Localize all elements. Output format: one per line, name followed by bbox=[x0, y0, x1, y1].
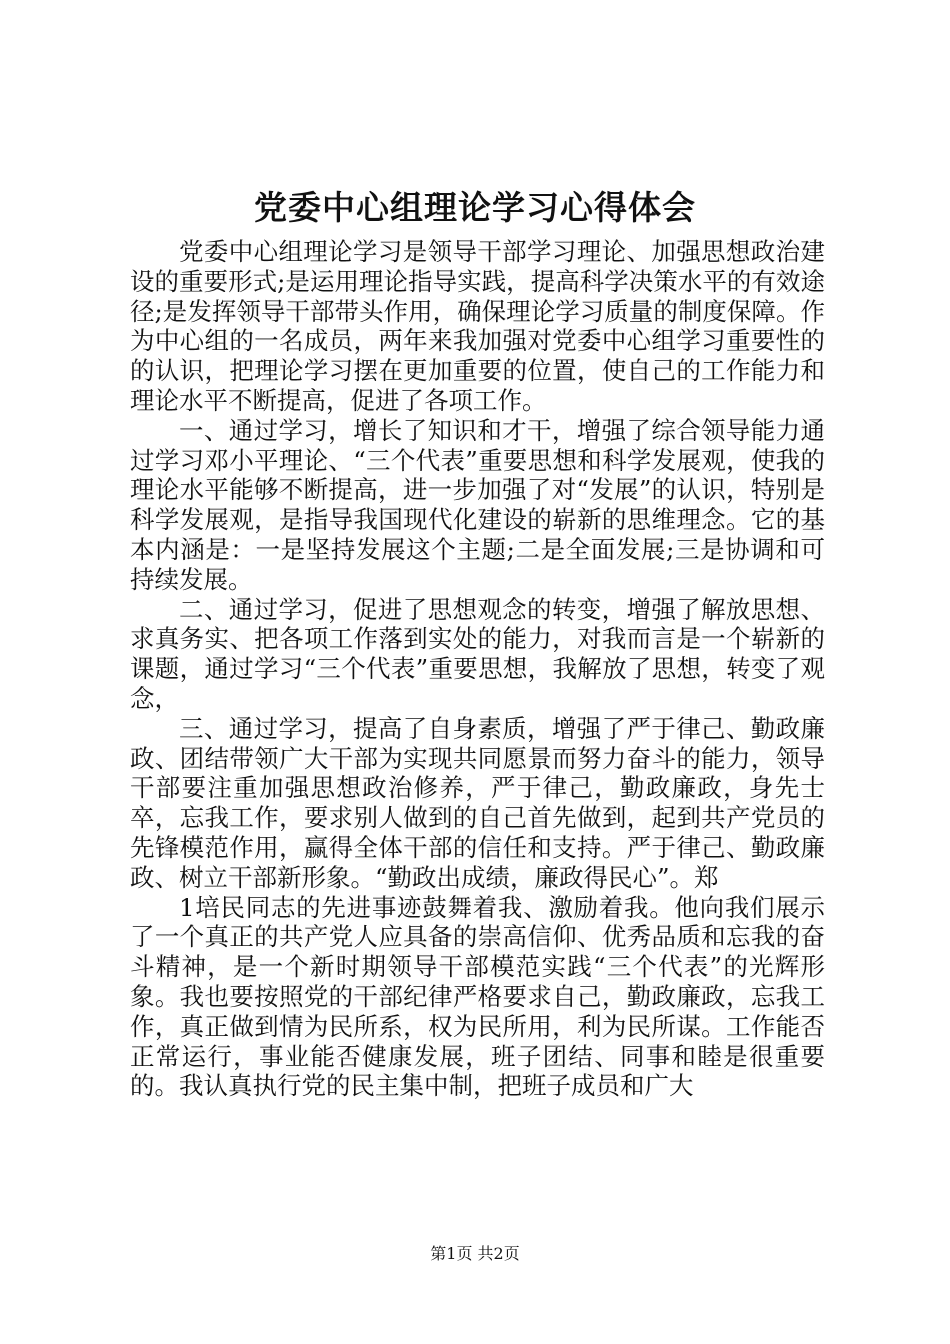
document-title: 党委中心组理论学习心得体会 bbox=[254, 188, 696, 227]
page-number-footer: 第1页 共2页 bbox=[430, 1244, 520, 1263]
paragraph-intro: 党委中心组理论学习是领导干部学习理论、加强思想政治建设的重要形式;是运用理论指导实践，提高科学决策水平的有效途径;是发挥领导干部带头作用，确保理论学习质量的制度保障。作为中心组的一名成员，两年来我加强对党委中心组学习重要性的的认识，把理论学习摆在更加重要的位置，使自己的工作能力和理论水平不断提高，促进了各项工作。 bbox=[130, 237, 825, 415]
paragraph-section-three: 三、通过学习，提高了自身素质，增强了严于律己、勤政廉政、团结带领广大干部为实现共同愿景而努力奋斗的能力，领导干部要注重加强思想政治修养，严于律己，勤政廉政，身先士卒，忘我工作，要求别人做到的自己首先做到，起到共产党员的先锋模范作用，赢得全体干部的信任和支持。严于律己、勤政廉政、树立干部新形象。“勤政出成绩，廉政得民心”。郑 bbox=[130, 713, 825, 892]
paragraph-section-two: 二、通过学习，促进了思想观念的转变，增强了解放思想、求真务实、把各项工作落到实处的能力，对我而言是一个崭新的课题，通过学习“三个代表”重要思想，我解放了思想，转变了观念， bbox=[130, 594, 825, 713]
paragraph-continuation: 1培民同志的先进事迹鼓舞着我、激励着我。他向我们展示了一个真正的共产党人应具备的崇高信仰、优秀品质和忘我的奋斗精神，是一个新时期领导干部模范实践“三个代表”的光辉形象。我也要按照党的干部纪律严格要求自己，勤政廉政，忘我工作，真正做到情为民所系，权为民所用，利为民所谋。工作能否正常运行，事业能否健康发展，班子团结、同事和睦是很重要的。我认真执行党的民主集中制，把班子成员和广大 bbox=[130, 892, 825, 1101]
paragraph-section-one: 一、通过学习，增长了知识和才干，增强了综合领导能力通过学习邓小平理论、“三个代表”重要思想和科学发展观，使我的理论水平能够不断提高，进一步加强了对“发展”的认识，特别是科学发展观，是指导我国现代化建设的崭新的思维理念。它的基本内涵是：一是坚持发展这个主题;二是全面发展;三是协调和可持续发展。 bbox=[130, 415, 825, 594]
document-body bbox=[130, 237, 825, 1101]
